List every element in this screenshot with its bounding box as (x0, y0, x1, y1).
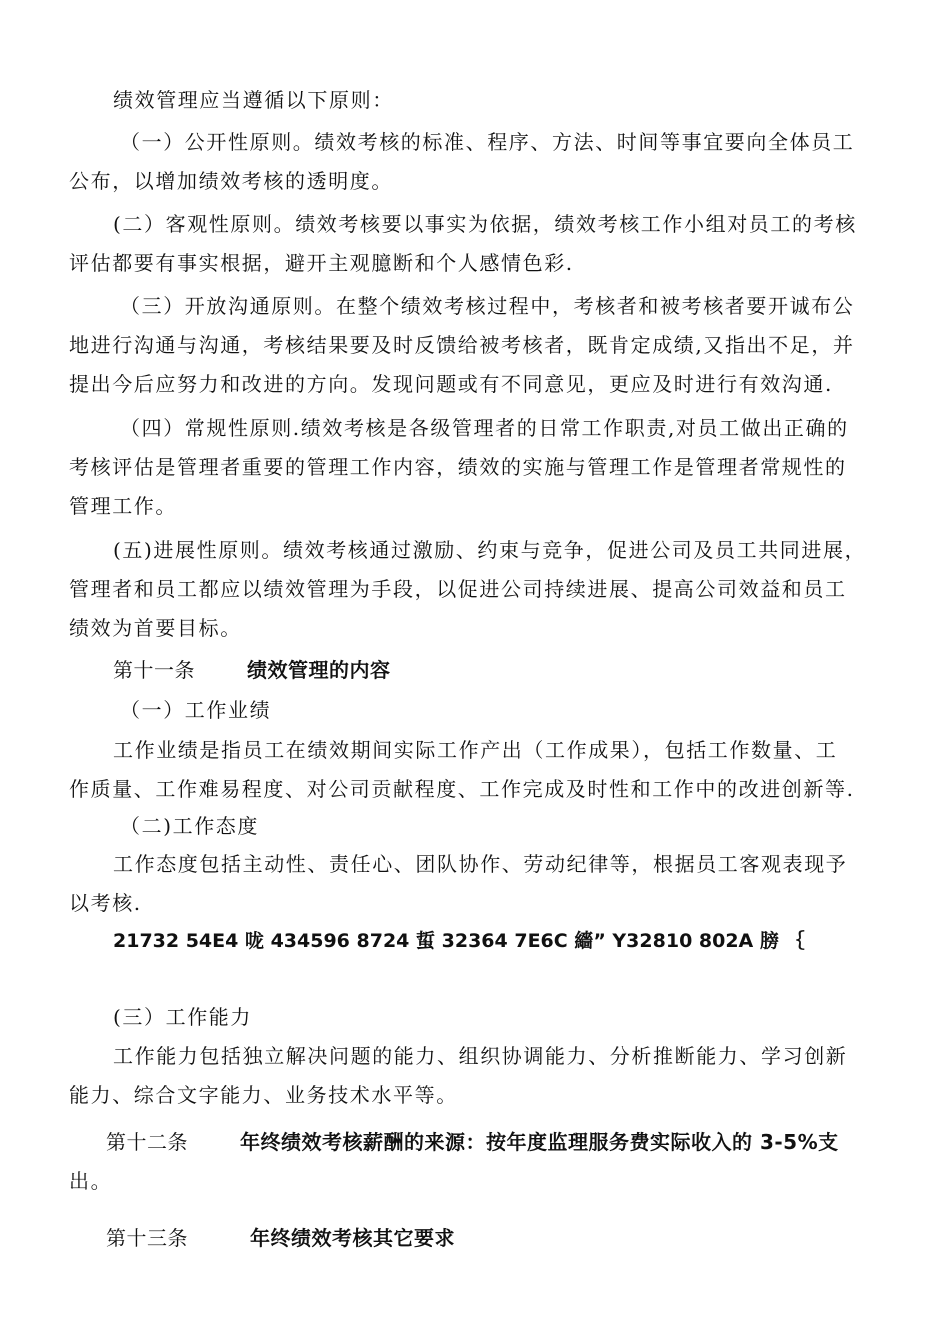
principle-3-line-3: 提出今后应努力和改进的方向。发现问题或有不同意见，更应及时进行有效沟通. (69, 372, 833, 396)
article-11-title: 绩效管理的内容 (247, 658, 391, 682)
principle-1-line-1: （一）公开性原则。绩效考核的标准、程序、方法、时间等事宜要向全体员工 (120, 130, 855, 154)
section-3-line-1: 工作能力包括独立解决问题的能力、组织协调能力、分析推断能力、学习创新 (113, 1044, 848, 1068)
article-12-title: 年终绩效考核薪酬的来源：按年度监理服务费实际收入的 3-5%支 (240, 1130, 839, 1154)
principle-5-line-1: (五)进展性原则。绩效考核通过激励、约束与竞争，促进公司及员工共同进展， (113, 538, 867, 562)
section-3-line-2: 能力、综合文字能力、业务技术水平等。 (69, 1083, 458, 1107)
article-11-number: 第十一条 (113, 658, 195, 682)
article-12-heading (106, 1128, 839, 1156)
section-2-line-1: 工作态度包括主动性、责任心、团队协作、劳动纪律等，根据员工客观表现予 (113, 852, 848, 876)
principle-5-line-3: 绩效为首要目标。 (69, 616, 242, 640)
section-2-heading: （二)工作态度 (120, 814, 260, 838)
intro-line: 绩效管理应当遵循以下原则： (113, 88, 394, 112)
article-13-number: 第十三条 (106, 1226, 188, 1250)
principle-3-line-1: （三）开放沟通原则。在整个绩效考核过程中，考核者和被考核者要开诚布公 (120, 294, 855, 318)
section-1-line-2: 作质量、工作难易程度、对公司贡献程度、工作完成及时性和工作中的改进创新等. (69, 777, 855, 801)
principle-5-line-2: 管理者和员工都应以绩效管理为手段，以促进公司持续进展、提高公司效益和员工 (69, 577, 847, 601)
section-2-line-2: 以考核. (69, 891, 142, 915)
article-13-title: 年终绩效考核其它要求 (250, 1226, 455, 1250)
article-12-number: 第十二条 (106, 1130, 188, 1154)
section-1-line-1: 工作业绩是指员工在绩效期间实际工作产出（工作成果），包括工作数量、工 (113, 738, 838, 762)
principle-4-line-3: 管理工作。 (69, 494, 177, 518)
principle-2-line-1: (二）客观性原则。绩效考核要以事实为依据，绩效考核工作小组对员工的考核 (113, 212, 857, 236)
principle-4-line-1: （四）常规性原则.绩效考核是各级管理者的日常工作职责,对员工做出正确的 (120, 416, 849, 440)
principle-2-line-2: 评估都要有事实根据，避开主观臆断和个人感情色彩. (69, 251, 574, 275)
principle-3-line-2: 地进行沟通与沟通，考核结果要及时反馈给被考核者，既肯定成绩,又指出不足，并 (69, 333, 855, 357)
article-12-line-2: 出。 (69, 1169, 113, 1193)
section-1-heading: （一）工作业绩 (120, 698, 272, 722)
principle-4-line-2: 考核评估是管理者重要的管理工作内容，绩效的实施与管理工作是管理者常规性的 (69, 455, 847, 479)
section-3-heading: (三）工作能力 (113, 1005, 253, 1029)
garbled-code-line: 21732 54E4 咙 434596 8724 蜇 32364 7E6C 繬” Y32810 802A 膀 ｛ (113, 930, 805, 952)
article-13-heading (106, 1224, 455, 1252)
principle-1-line-2: 公布，以增加绩效考核的透明度。 (69, 169, 393, 193)
article-11-heading (113, 656, 391, 684)
